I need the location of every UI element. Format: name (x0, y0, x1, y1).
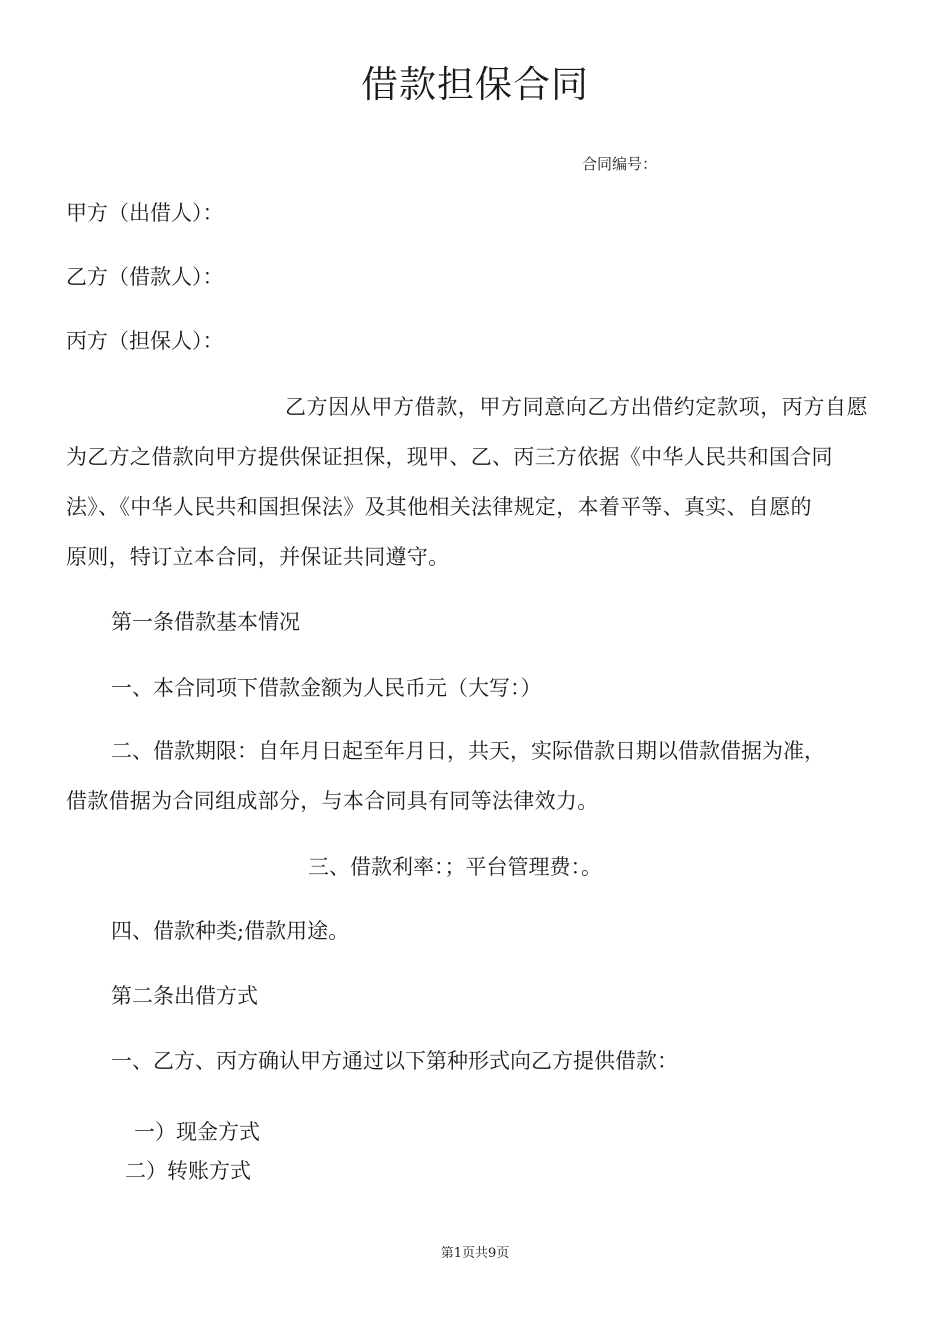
option-cash: 一）现金方式 (134, 1120, 260, 1144)
party-borrower: 乙方（借款人）： (66, 265, 224, 289)
party-guarantor: 丙方（担保人）： (66, 329, 224, 353)
preamble-line: 法》、《中华人民共和国担保法》及其他相关法律规定，本着平等、真实、自愿的 (66, 495, 812, 519)
preamble-line: 原则，特订立本合同，并保证共同遵守。 (66, 545, 450, 569)
article-1-item-1: 一、本合同项下借款金额为人民币元（大写：） (111, 676, 542, 700)
article-1-heading: 第一条借款基本情况 (111, 610, 300, 634)
article-1-item-2: 二、借款期限：自年月日起至年月日，共天，实际借款日期以借款借据为准， (111, 739, 825, 763)
article-2-item-1: 一、乙方、丙方确认甲方通过以下第种形式向乙方提供借款： (111, 1049, 678, 1073)
option-transfer: 二）转账方式 (125, 1159, 251, 1183)
party-lender: 甲方（出借人）： (66, 201, 224, 225)
preamble-line: 乙方因从甲方借款，甲方同意向乙方出借约定款项，丙方自愿 (285, 395, 869, 419)
article-1-item-3: 三、借款利率：；平台管理费：。 (308, 855, 602, 879)
document-title: 借款担保合同 (361, 63, 589, 106)
contract-number-label: 合同编号： (582, 155, 658, 173)
article-2-heading: 第二条出借方式 (111, 984, 258, 1008)
article-1-item-4: 四、借款种类;借款用途。 (111, 919, 350, 943)
page-footer: 第1页共9页 (440, 1246, 510, 1261)
article-1-item-2-continued: 借款借据为合同组成部分，与本合同具有同等法律效力。 (66, 789, 599, 813)
preamble-line: 为乙方之借款向甲方提供保证担保，现甲、乙、丙三方依据《中华人民共和国合同 (66, 445, 833, 469)
